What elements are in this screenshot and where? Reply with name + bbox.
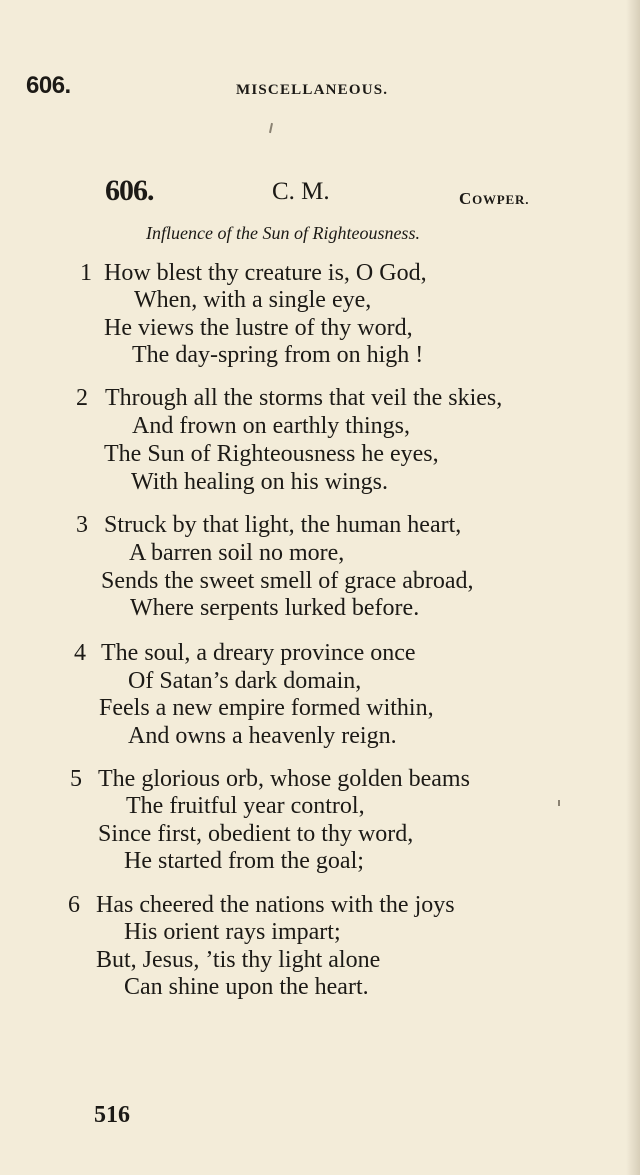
verse-line: Through all the storms that veil the skies,	[105, 385, 503, 411]
stanza-number: 6	[68, 892, 80, 918]
print-speck	[269, 123, 273, 133]
hymn-author	[459, 189, 529, 209]
verse-line: The day-spring from on high !	[132, 342, 424, 368]
verse-line: Of Satan’s dark domain,	[128, 668, 362, 694]
hymn-meter: C. M.	[272, 178, 330, 205]
print-speck	[558, 800, 560, 806]
page-edge-shadow	[626, 0, 640, 1175]
verse-line: When, with a single eye,	[134, 287, 372, 313]
verse-line: Struck by that light, the human heart,	[104, 512, 462, 538]
running-head: MISCELLANEOUS.	[236, 82, 389, 98]
verse-line: Where serpents lurked before.	[130, 595, 420, 621]
verse-line: And owns a heavenly reign.	[128, 723, 397, 749]
stanza-number: 5	[70, 766, 82, 792]
verse-line: But, Jesus, ’tis thy light alone	[96, 947, 381, 973]
page-number-bottom: 516	[94, 1102, 130, 1128]
verse-line: Since first, obedient to thy word,	[98, 821, 414, 847]
verse-line: The glorious orb, whose golden beams	[98, 766, 470, 792]
verse-line: Has cheered the nations with the joys	[96, 892, 455, 918]
verse-line: The Sun of Righteousness he eyes,	[104, 441, 439, 467]
stanza-number: 4	[74, 640, 86, 666]
verse-line: Can shine upon the heart.	[124, 974, 369, 1000]
author-initial: C	[459, 189, 473, 208]
verse-line: His orient rays impart;	[124, 919, 341, 945]
author-rest: OWPER.	[472, 192, 530, 207]
verse-line: He views the lustre of thy word,	[104, 315, 413, 341]
hymn-number: 606.	[105, 174, 154, 207]
stanza-number: 2	[76, 385, 88, 411]
stanza-number: 1	[80, 260, 92, 286]
hymn-title: Influence of the Sun of Righteousness.	[146, 223, 420, 243]
verse-line: Feels a new empire formed within,	[99, 695, 434, 721]
verse-line: He started from the goal;	[124, 848, 364, 874]
verse-line: Sends the sweet smell of grace abroad,	[101, 568, 474, 594]
verse-line: The fruitful year control,	[126, 793, 365, 819]
stanza-number: 3	[76, 512, 88, 538]
verse-line: A barren soil no more,	[129, 540, 345, 566]
page-number-top: 606.	[26, 72, 71, 99]
verse-line: How blest thy creature is, O God,	[104, 260, 427, 286]
verse-line: With healing on his wings.	[131, 469, 389, 495]
verse-line: The soul, a dreary province once	[101, 640, 416, 666]
verse-line: And frown on earthly things,	[132, 413, 410, 439]
